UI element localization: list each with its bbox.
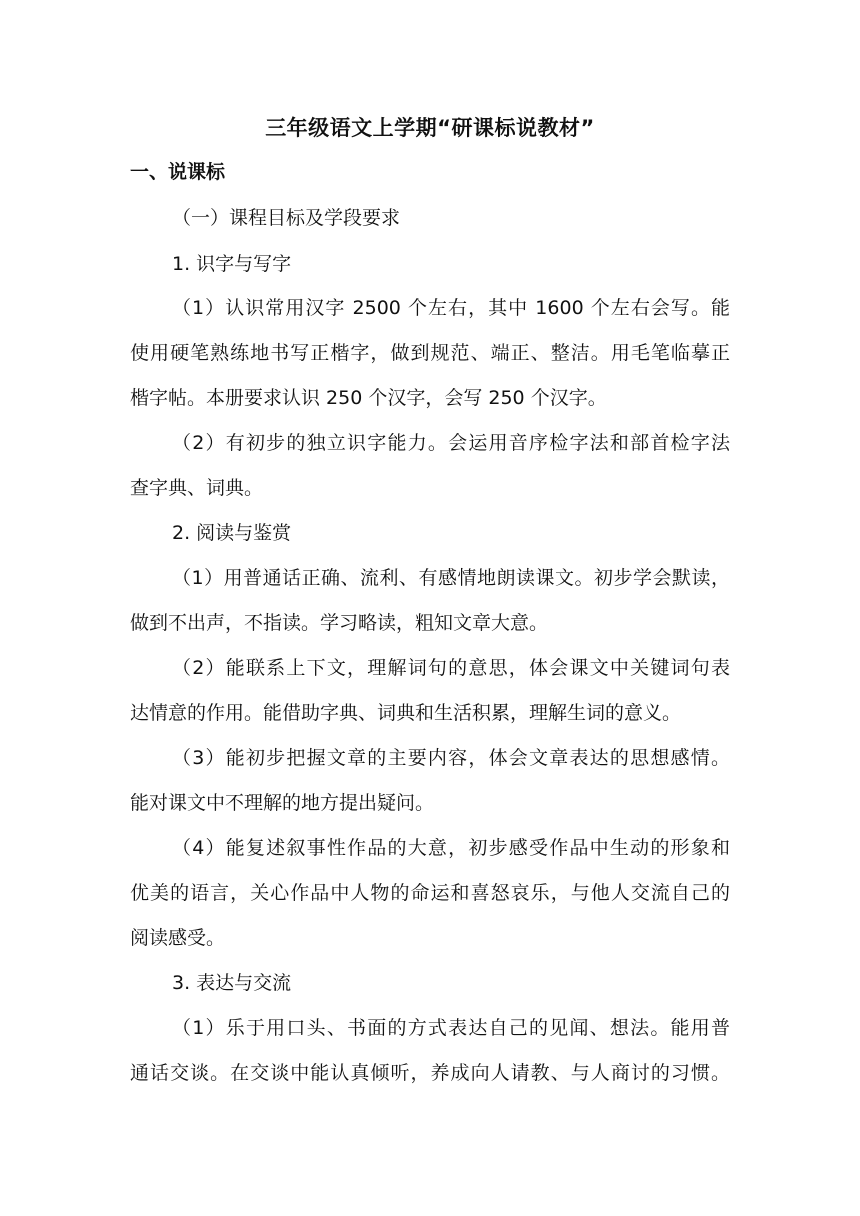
paragraph-line: （4）能复述叙事性作品的大意，初步感受作品中生动的形象和 xyxy=(172,837,730,859)
paragraph-line: （3）能初步把握文章的主要内容，体会文章表达的思想感情。 xyxy=(172,747,730,769)
paragraph-line: 能对课文中不理解的地方提出疑问。 xyxy=(130,792,435,814)
paragraph-line: 通话交谈。在交谈中能认真倾听，养成向人请教、与人商讨的习惯。 xyxy=(130,1062,730,1084)
item-heading: 3. 表达与交流 xyxy=(172,972,292,994)
paragraph-line: 做到不出声，不指读。学习略读，粗知文章大意。 xyxy=(130,612,549,634)
paragraph-line: （1）认识常用汉字 2500 个左右，其中 1600 个左右会写。能 xyxy=(172,297,730,319)
document-title: 三年级语文上学期“研课标说教材” xyxy=(265,116,595,140)
paragraph-line: （1）乐于用口头、书面的方式表达自己的见闻、想法。能用普 xyxy=(172,1017,730,1039)
paragraph-line: 达情意的作用。能借助字典、词典和生活积累，理解生词的意义。 xyxy=(130,702,682,724)
paragraph-line: 楷字帖。本册要求认识 250 个汉字，会写 250 个汉字。 xyxy=(130,387,607,409)
paragraph-line: （2）能联系上下文，理解词句的意思，体会课文中关键词句表 xyxy=(172,657,730,679)
item-heading: 1. 识字与写字 xyxy=(172,253,292,275)
item-heading: 2. 阅读与鉴赏 xyxy=(172,522,292,544)
paragraph-line: 优美的语言，关心作品中人物的命运和喜怒哀乐，与他人交流自己的 xyxy=(130,882,730,904)
paragraph-line: 使用硬笔熟练地书写正楷字，做到规范、端正、整洁。用毛笔临摹正 xyxy=(130,342,730,364)
paragraph-line: （1）用普通话正确、流利、有感情地朗读课文。初步学会默读， xyxy=(172,567,730,589)
section-heading: 一、说课标 xyxy=(130,161,226,183)
paragraph-line: （2）有初步的独立识字能力。会运用音序检字法和部首检字法 xyxy=(172,432,730,454)
paragraph-line: 阅读感受。 xyxy=(130,927,226,949)
subsection-heading: （一）课程目标及学段要求 xyxy=(172,207,401,229)
paragraph-line: 查字典、词典。 xyxy=(130,477,264,499)
